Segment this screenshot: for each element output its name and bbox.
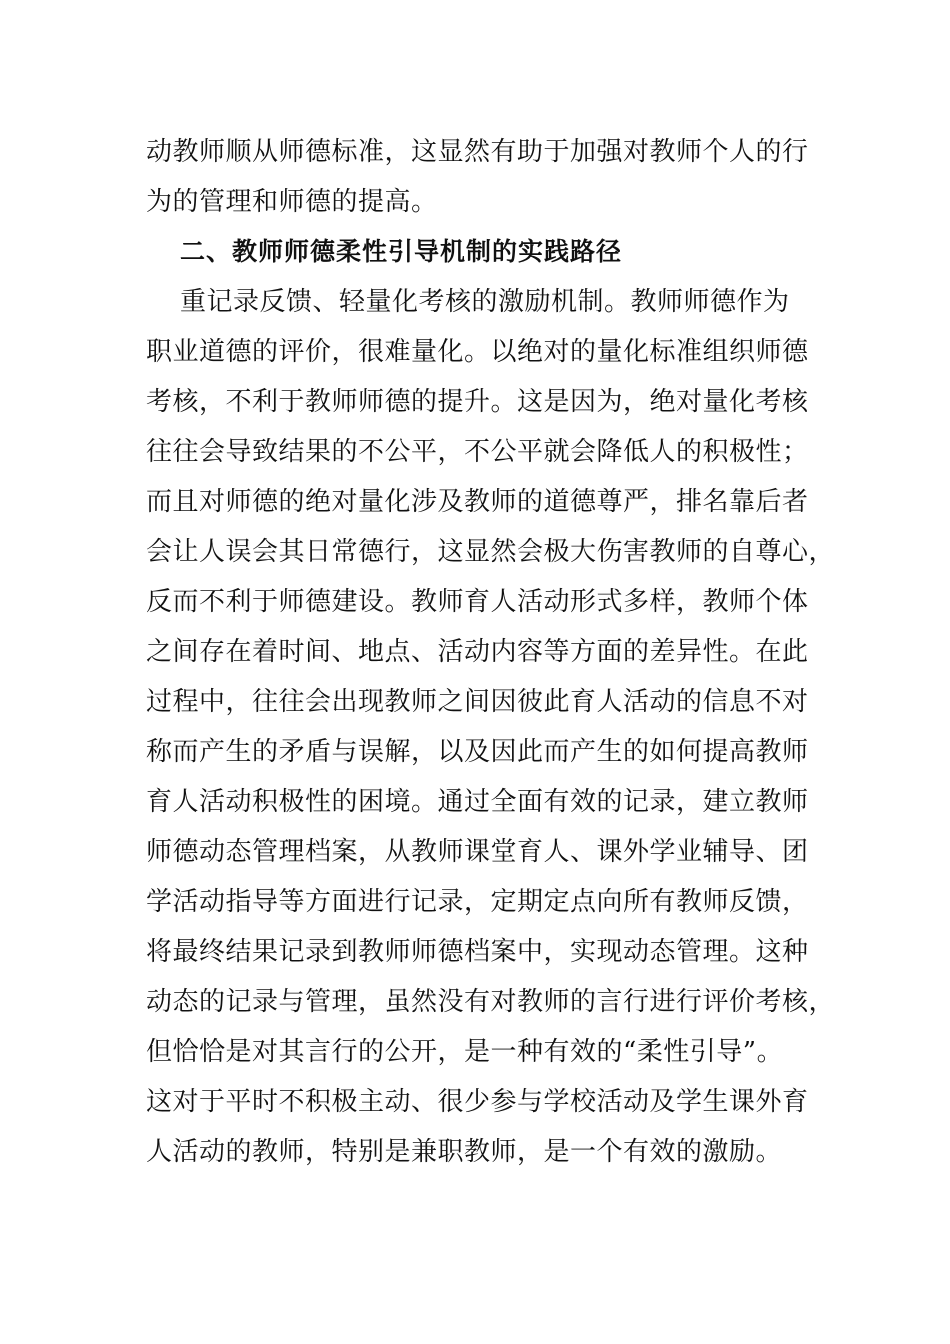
text-line: 职业道德的评价，很难量化。以绝对的量化标准组织师德 — [146, 337, 809, 367]
text-line: 往往会导致结果的不公平，不公平就会降低人的积极性； — [146, 437, 809, 467]
text-line: 学活动指导等方面进行记录，定期定点向所有教师反馈， — [146, 887, 809, 917]
text-line: 人活动的教师，特别是兼职教师，是一个有效的激励。 — [146, 1137, 783, 1167]
text-line: 这对于平时不积极主动、很少参与学校活动及学生课外育 — [146, 1087, 809, 1117]
text-line: 将最终结果记录到教师师德档案中，实现动态管理。这种 — [146, 937, 809, 967]
text-line: 反而不利于师德建设。教师育人活动形式多样，教师个体 — [146, 587, 809, 617]
text-line: 而且对师德的绝对量化涉及教师的道德尊严，排名靠后者 — [146, 487, 809, 517]
text-line: 动教师顺从师德标准，这显然有助于加强对教师个人的行 — [146, 137, 809, 167]
text-line: 但恰恰是对其言行的公开，是一种有效的“柔性引导”。 — [146, 1037, 784, 1067]
text-line: 动态的记录与管理，虽然没有对教师的言行进行评价考核， — [146, 987, 836, 1017]
text-line: 称而产生的矛盾与误解，以及因此而产生的如何提高教师 — [146, 737, 809, 767]
text-line: 重记录反馈、轻量化考核的激励机制。教师师德作为 — [180, 287, 790, 317]
text-line: 师德动态管理档案，从教师课堂育人、课外学业辅导、团 — [146, 837, 809, 867]
text-line: 之间存在着时间、地点、活动内容等方面的差异性。在此 — [146, 637, 809, 667]
text-line: 过程中，往往会出现教师之间因彼此育人活动的信息不对 — [146, 687, 809, 717]
text-line: 育人活动积极性的困境。通过全面有效的记录，建立教师 — [146, 787, 809, 817]
text-line: 考核，不利于教师师德的提升。这是因为，绝对量化考核 — [146, 387, 809, 417]
text-line: 会让人误会其日常德行，这显然会极大伤害教师的自尊心， — [146, 537, 836, 567]
text-line: 为的管理和师德的提高。 — [146, 187, 438, 217]
section-heading: 二、教师师德柔性引导机制的实践路径 — [180, 237, 623, 266]
